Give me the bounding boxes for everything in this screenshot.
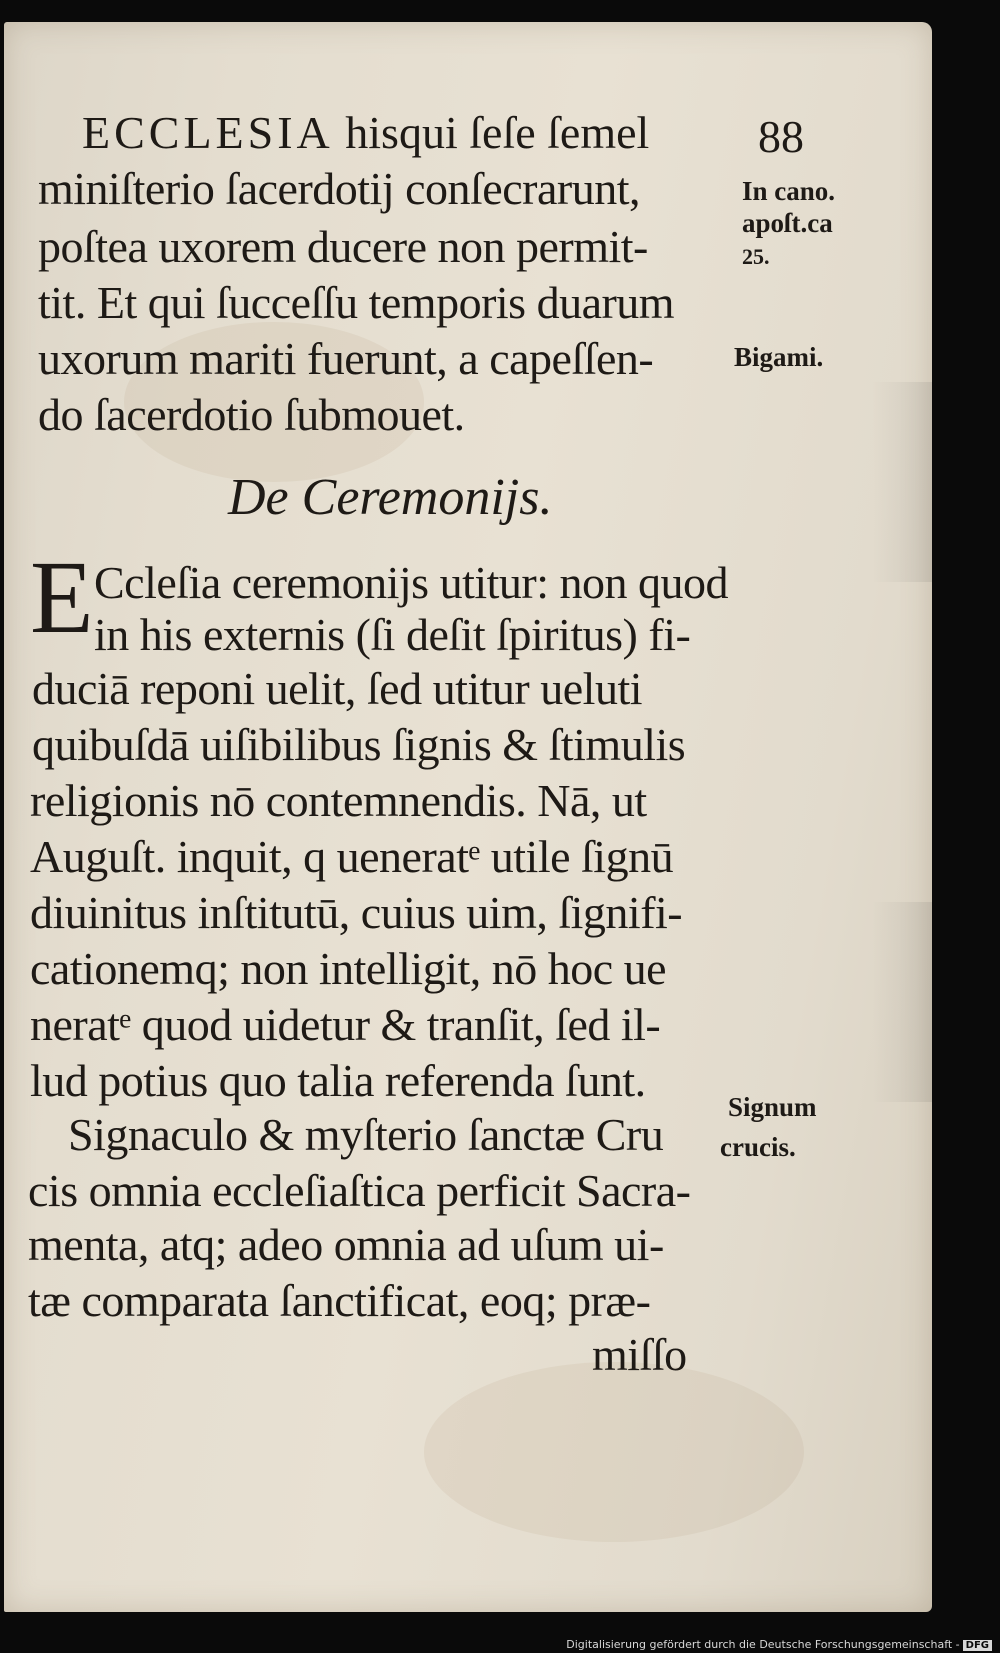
section-line: cationemq; non intelligit, nō hoc ue bbox=[30, 943, 667, 994]
section-line: diuinitus inſtitutū, cuius uim, ſignifi- bbox=[30, 887, 683, 938]
body-line: poſtea uxorem ducere non permit- bbox=[38, 221, 648, 272]
section-line: in his externis (ſi deſit ſpiritus) fi- bbox=[94, 609, 691, 660]
section-title: De Ceremonijs. bbox=[228, 469, 553, 526]
show-through bbox=[872, 382, 932, 582]
body-line: tit. Et qui ſucceſſu temporis duarum bbox=[38, 277, 675, 328]
margin-note-canon: In cano. bbox=[742, 176, 836, 206]
paper-stain bbox=[424, 1362, 804, 1542]
section-line: neratᵉ quod uidetur & tranſit, ſed il- bbox=[30, 999, 661, 1050]
section-line: menta, atq; adeo omnia ad uſum ui- bbox=[28, 1219, 664, 1270]
section-line: quibuſdā uiſibilibus ſignis & ſtimulis bbox=[32, 719, 686, 770]
folio-number: 88 bbox=[758, 111, 804, 162]
margin-note-signum: Signum bbox=[728, 1092, 817, 1122]
body-line: do ſacerdotio ſubmouet. bbox=[38, 389, 465, 440]
section-line: tæ comparata ſanctificat, eoq; præ- bbox=[28, 1275, 651, 1326]
margin-note-bigami: Bigami. bbox=[734, 342, 824, 372]
dfg-logo: DFG bbox=[963, 1640, 992, 1651]
margin-note-canon: 25. bbox=[742, 244, 770, 269]
drop-cap: E bbox=[30, 540, 94, 655]
margin-note-signum: crucis. bbox=[720, 1132, 796, 1162]
body-line: miniſterio ſacerdotij conſecrarunt, bbox=[38, 163, 640, 214]
section-line: Ccleſia ceremonijs utitur: non quod bbox=[94, 557, 729, 608]
margin-note-canon: apoſt.ca bbox=[742, 208, 833, 238]
section-line: duciā reponi uelit, ſed utitur ueluti bbox=[32, 663, 643, 714]
section-line: religionis nō contemnendis. Nā, ut bbox=[30, 775, 647, 826]
section-line: Signaculo & myſterio ſanctæ Cru bbox=[68, 1109, 664, 1160]
credit-text: Digitalisierung gefördert durch die Deutsche Forschungsgemeinschaft - bbox=[566, 1638, 960, 1651]
section-line: Auguſt. inquit, q ueneratᵉ utile ſignū bbox=[30, 831, 674, 882]
catchword: miſſo bbox=[592, 1329, 687, 1380]
show-through bbox=[872, 902, 932, 1102]
section-line: lud potius quo talia referenda ſunt. bbox=[30, 1055, 646, 1106]
digitization-credit bbox=[566, 1638, 992, 1651]
running-head-line bbox=[82, 106, 649, 159]
section-line: cis omnia eccleſiaſtica perficit Sacra- bbox=[28, 1165, 691, 1216]
running-head-continuation: hisqui ſeſe ſemel bbox=[345, 107, 650, 158]
running-head: ECCLESIA bbox=[82, 107, 334, 158]
body-line: uxorum mariti fuerunt, a capeſſen- bbox=[38, 333, 654, 384]
